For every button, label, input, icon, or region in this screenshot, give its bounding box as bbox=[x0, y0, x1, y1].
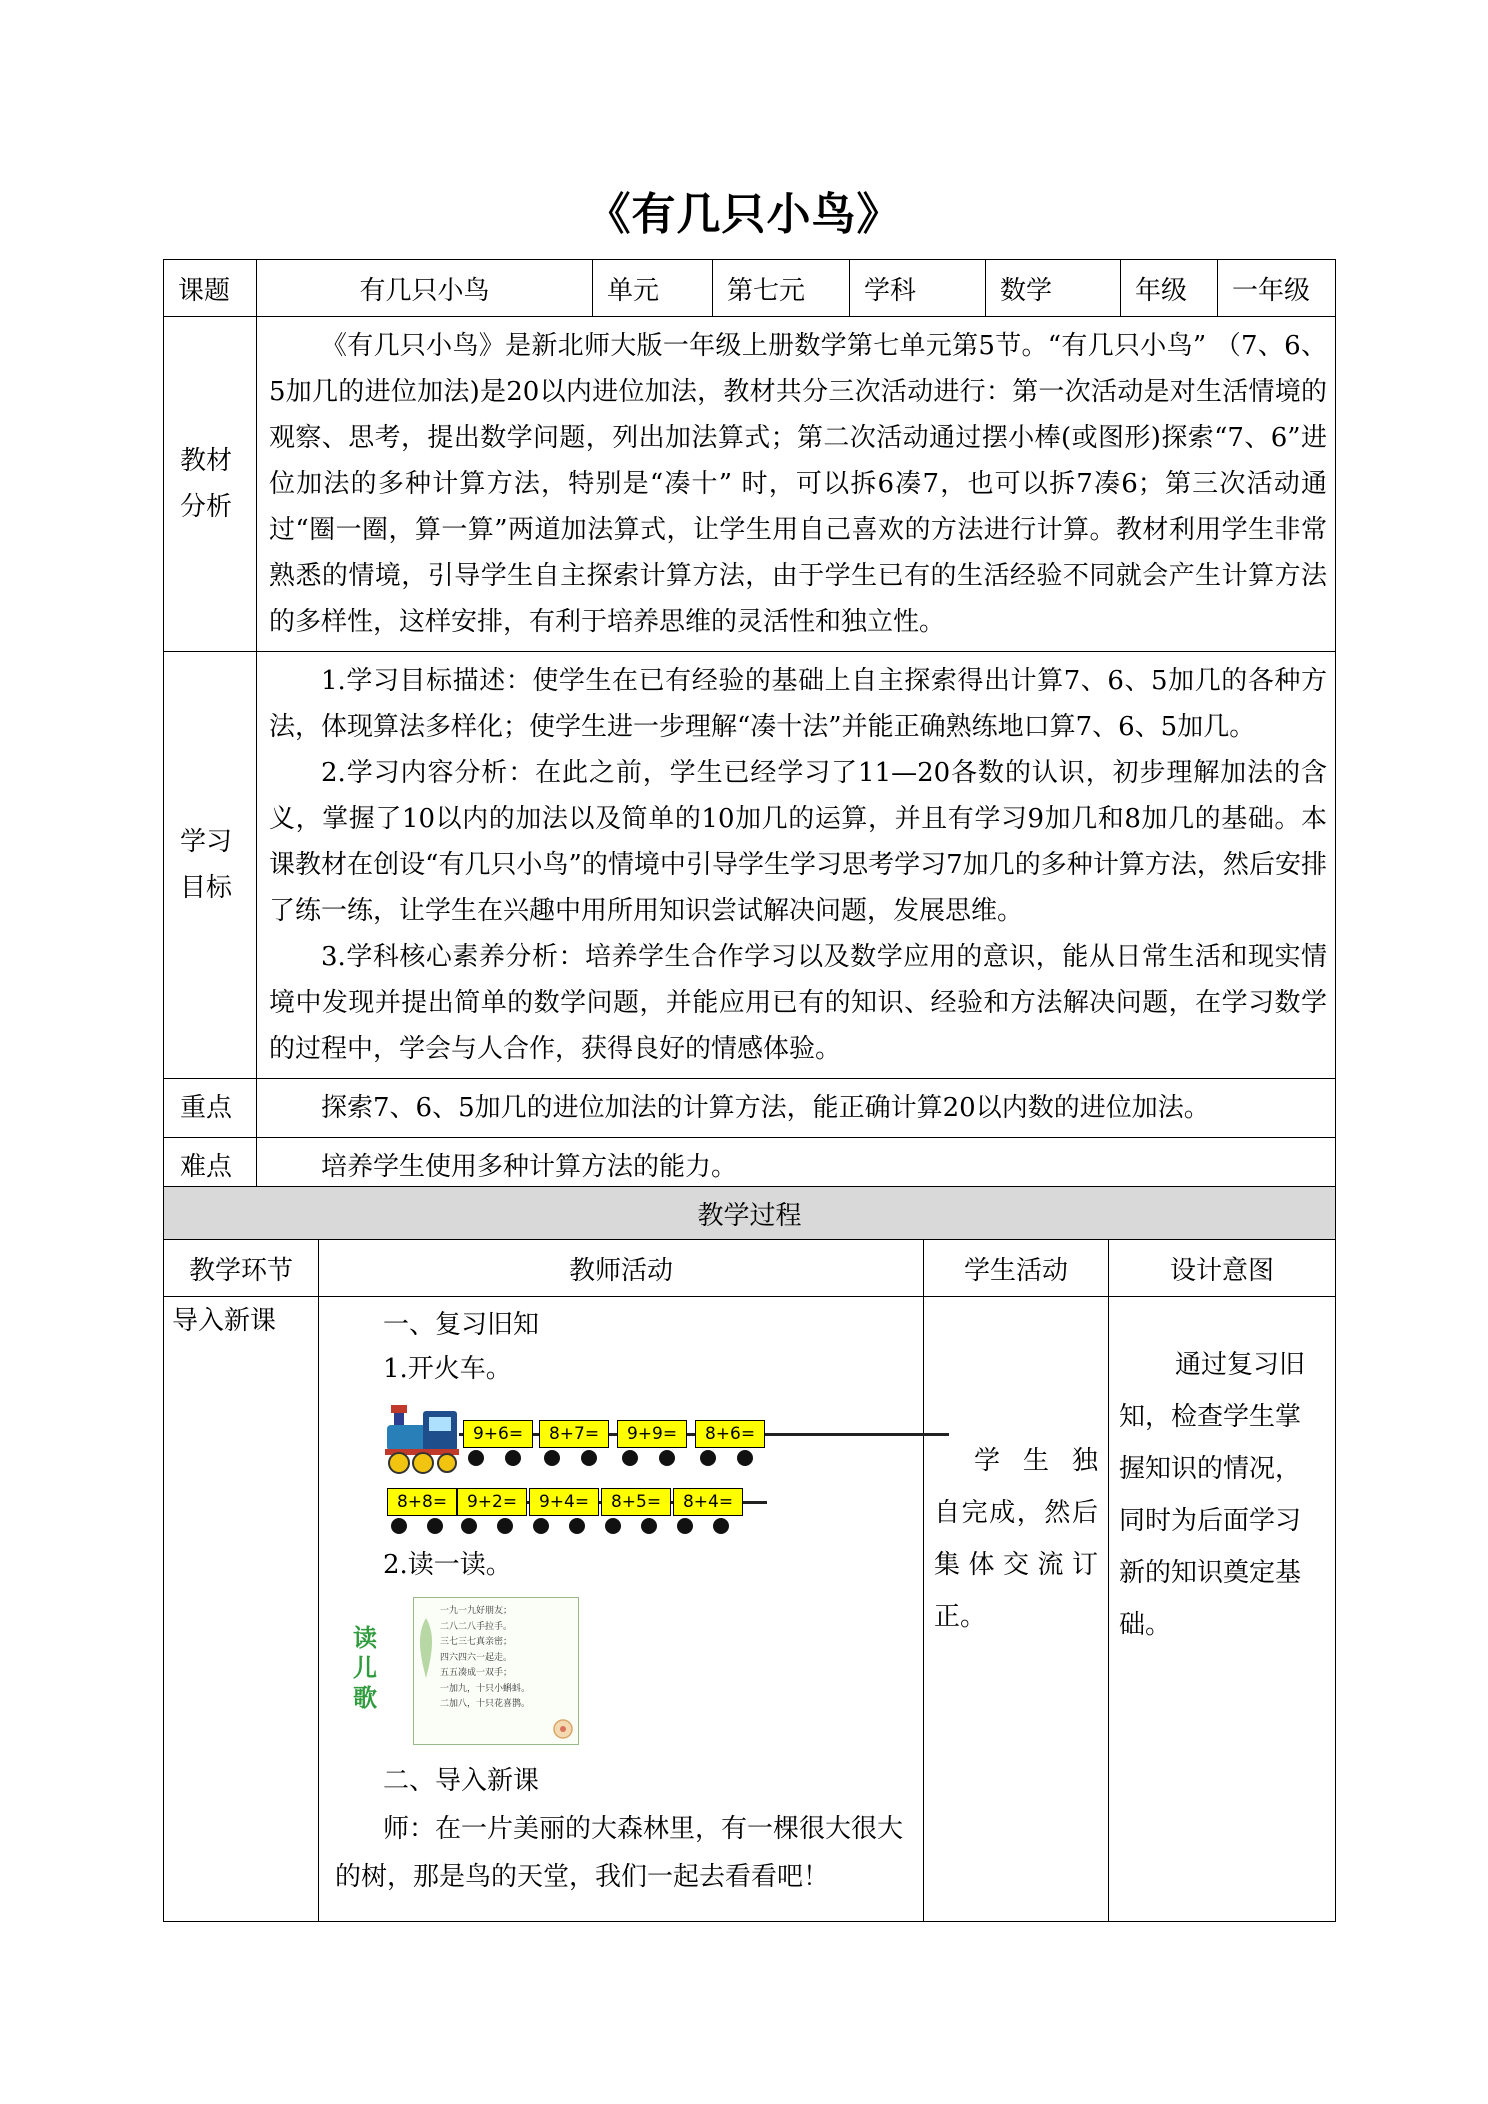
train-car: 8+6= bbox=[695, 1420, 765, 1448]
student-line: 集 体 交 流 订 bbox=[934, 1550, 1098, 1580]
rhyme-line: 一九一九好朋友； bbox=[440, 1606, 513, 1616]
material-text: 《有几只小鸟》是新北师大版一年级上册数学第七单元第5节。“有几只小鸟” （7、6、5加几的进位加法)是20以内进位加法，教材共分三次活动进行：第一次活动是对生活情境的观察、思考，提出数学问题，列出加法算式；第二次活动通过摆小棒(或图形)探索“7、6”进位加法的多种计算方法，特别是“凑十” 时，可以拆6凑7，也可以拆7凑6；第三次活动通过“圈一圈，算一算”两道加法算式，让学生用自己喜欢的方法进行计算。教材利用学生非常熟悉的情境，引导学生自主探索计算方法，由于学生已有的生活经验不同就会产生计算方法的多样性，这样安排，有利于培养思维的灵活性和独立性。 bbox=[269, 331, 1327, 637]
process-header-row bbox=[164, 1187, 1336, 1240]
locomotive-icon bbox=[385, 1405, 463, 1475]
design-intent bbox=[1109, 1297, 1336, 1922]
train-car: 9+9= bbox=[617, 1420, 687, 1448]
goal-paragraph-2: 2.学习内容分析：在此之前，学生已经学习了11—20各数的认识，初步理解加法的含义，掌握了10以内的加法以及简单的10加几的运算，并且有学习9加几和8加几的基础。本课教材在创设“有几只小鸟”的情境中引导学生学习思考学习7加几的多种计算方法，然后安排了练一练，让学生在兴趣中用所用知识尝试解决问题，发展思维。 bbox=[269, 758, 1327, 926]
lesson-info-table bbox=[163, 259, 1336, 1197]
train-heading: 1.开火车。 bbox=[383, 1354, 512, 1384]
grade-value: 一年级 bbox=[1218, 260, 1336, 317]
teacher-activity bbox=[319, 1297, 924, 1922]
key-point-text: 探索7、6、5加几的进位加法的计算方法，能正确计算20以内数的进位加法。 bbox=[321, 1093, 1210, 1123]
stage-label: 导入新课 bbox=[172, 1306, 277, 1336]
train-picture bbox=[335, 1403, 913, 1535]
topic-value: 有几只小鸟 bbox=[257, 260, 593, 317]
goals-row bbox=[164, 652, 1336, 1079]
key-point-row bbox=[164, 1079, 1336, 1138]
teaching-process-table bbox=[163, 1186, 1336, 1922]
col-student: 学生活动 bbox=[924, 1240, 1109, 1297]
grade-label: 年级 bbox=[1121, 260, 1218, 317]
rhyme-side-char: 儿 bbox=[353, 1654, 377, 1682]
intent-line: 通过复习旧 bbox=[1175, 1350, 1306, 1380]
material-label-line2: 分析 bbox=[180, 492, 233, 522]
intent-line: 知，检查学生掌 bbox=[1119, 1402, 1302, 1432]
train-car: 8+4= bbox=[673, 1488, 743, 1516]
rhyme-line: 三七三七真亲密； bbox=[440, 1637, 513, 1647]
stage-cell bbox=[164, 1297, 319, 1922]
col-teacher: 教师活动 bbox=[319, 1240, 924, 1297]
learning-goals bbox=[257, 652, 1336, 1079]
process-columns-row bbox=[164, 1240, 1336, 1297]
key-point-label: 重点 bbox=[164, 1079, 257, 1138]
intent-line: 新的知识奠定基 bbox=[1119, 1558, 1302, 1588]
info-row bbox=[164, 260, 1336, 317]
intro-row bbox=[164, 1297, 1336, 1922]
goal-paragraph-1: 1.学习目标描述：使学生在已有经验的基础上自主探索得出计算7、6、5加几的各种方法，体现算法多样化；使学生进一步理解“凑十法”并能正确熟练地口算7、6、5加几。 bbox=[269, 666, 1327, 742]
train-car: 8+5= bbox=[601, 1488, 671, 1516]
key-point-cell bbox=[257, 1079, 1336, 1138]
intent-line: 同时为后面学习 bbox=[1119, 1506, 1302, 1536]
rhyme-line: 一加九，十只小蝌蚪。 bbox=[440, 1683, 531, 1694]
rhyme-line: 五五凑成一双手； bbox=[440, 1668, 513, 1678]
page-title: 《有几只小鸟》 bbox=[586, 189, 902, 240]
difficulty-label: 难点 bbox=[164, 1138, 257, 1197]
review-heading: 一、复习旧知 bbox=[383, 1310, 540, 1340]
col-intent: 设计意图 bbox=[1109, 1240, 1336, 1297]
material-label bbox=[164, 317, 257, 652]
rhyme-side-char: 歌 bbox=[353, 1684, 377, 1712]
rhyme-card bbox=[413, 1597, 579, 1745]
subject-value: 数学 bbox=[986, 260, 1121, 317]
intro-heading: 二、导入新课 bbox=[383, 1766, 540, 1796]
student-activity bbox=[924, 1297, 1109, 1922]
material-row bbox=[164, 317, 1336, 652]
goals-label-line1: 学习 bbox=[180, 827, 233, 857]
difficulty-text: 培养学生使用多种计算方法的能力。 bbox=[321, 1152, 738, 1182]
intro-story: 师：在一片美丽的大森林里，有一棵很大很大的树，那是鸟的天堂，我们一起去看看吧！ bbox=[335, 1814, 904, 1892]
train-car: 9+4= bbox=[529, 1488, 599, 1516]
rhyme-line: 四六四六一起走。 bbox=[440, 1652, 513, 1663]
intent-line: 握知识的情况， bbox=[1119, 1454, 1302, 1484]
read-heading: 2.读一读。 bbox=[383, 1550, 512, 1580]
student-line: 自完成，然后 bbox=[934, 1498, 1098, 1528]
rhyme-picture bbox=[335, 1597, 913, 1747]
material-label-line1: 教材 bbox=[180, 446, 233, 476]
material-analysis bbox=[257, 317, 1336, 652]
student-line: 学 生 独 bbox=[974, 1446, 1098, 1476]
intent-line: 础。 bbox=[1119, 1610, 1172, 1640]
flower-icon bbox=[552, 1718, 574, 1740]
goal-paragraph-3: 3.学科核心素养分析：培养学生合作学习以及数学应用的意识，能从日常生活和现实情境中发现并提出简单的数学问题，并能应用已有的知识、经验和方法解决问题，在学习数学的过程中，学会与人合作，获得良好的情感体验。 bbox=[269, 942, 1327, 1064]
process-header: 教学过程 bbox=[164, 1187, 1336, 1240]
goals-label bbox=[164, 652, 257, 1079]
unit-value: 第七元 bbox=[713, 260, 850, 317]
train-car: 8+7= bbox=[539, 1420, 609, 1448]
student-line: 正。 bbox=[934, 1602, 987, 1632]
subject-label: 学科 bbox=[850, 260, 986, 317]
unit-label: 单元 bbox=[593, 260, 713, 317]
rhyme-side-char: 读 bbox=[353, 1624, 377, 1652]
goals-label-line2: 目标 bbox=[180, 873, 233, 903]
train-car: 9+2= bbox=[457, 1488, 527, 1516]
topic-label: 课题 bbox=[164, 260, 257, 317]
rhyme-line: 二加八，十只花喜鹊。 bbox=[440, 1699, 531, 1709]
rhyme-line: 二八二八手拉手。 bbox=[440, 1621, 513, 1632]
train-car: 9+6= bbox=[463, 1420, 533, 1448]
rhyme-side-label bbox=[345, 1623, 385, 1713]
leaf-icon bbox=[416, 1618, 436, 1678]
train-car: 8+8= bbox=[387, 1488, 457, 1516]
col-stage: 教学环节 bbox=[164, 1240, 319, 1297]
